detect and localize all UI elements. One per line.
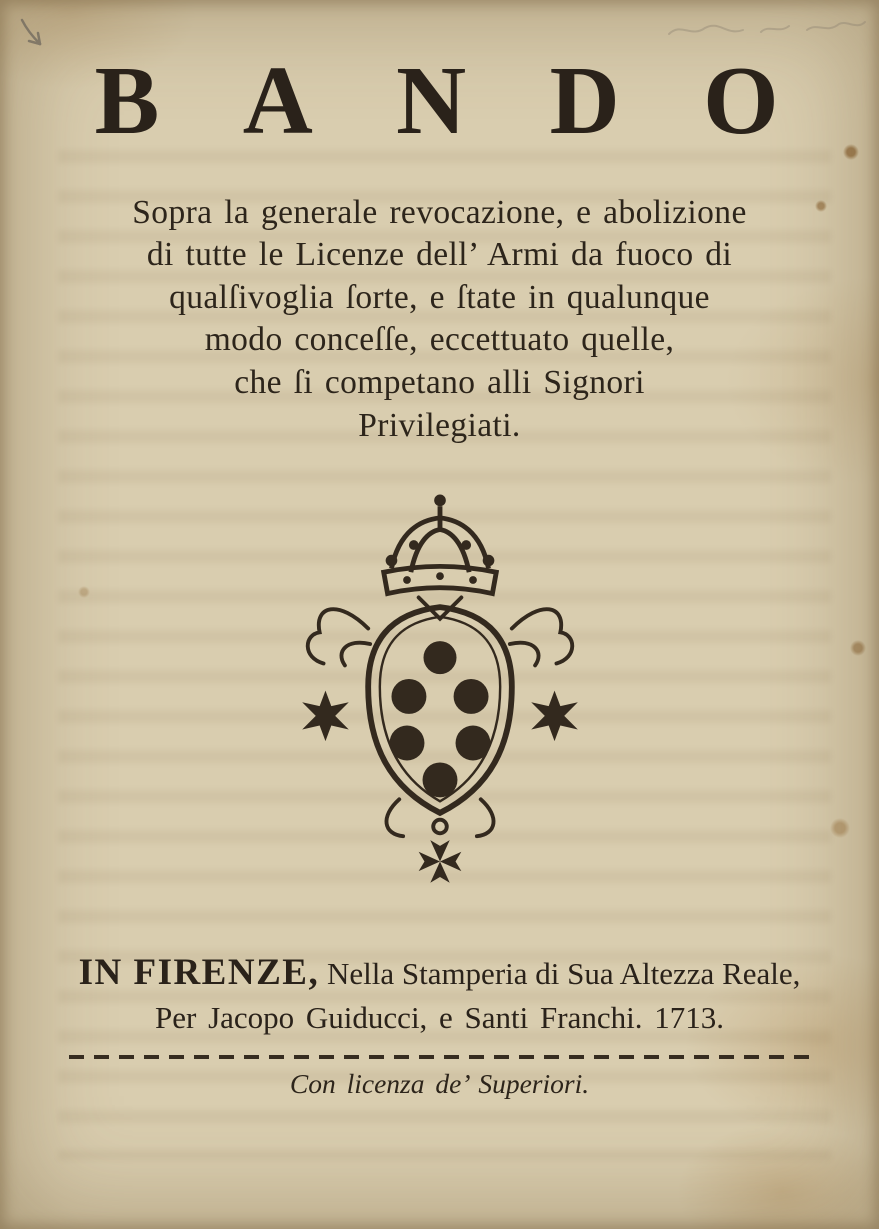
- subtitle-line: che ſi competano alli Signori: [234, 363, 645, 401]
- medici-palle: [389, 641, 490, 797]
- subtitle-line: modo conceſſe, eccettuato quelle,: [204, 321, 675, 359]
- crown-icon: [383, 495, 496, 594]
- imprint-line-2: Per Jacopo Guiducci, e Santi Franchi. 1713.: [155, 999, 724, 1035]
- subtitle-line: Sopra la generale revocazione, e abolizione: [132, 193, 747, 231]
- subtitle-line: di tutte le Licenze dell’ Armi da fuoco di: [146, 236, 733, 274]
- medici-coat-of-arms: [275, 471, 605, 918]
- imprint-city: IN FIRENZE,: [78, 952, 320, 994]
- subtitle-line: qualſivoglia ſorte, e ſtate in qualunque: [169, 278, 710, 316]
- medici-shield-icon: [368, 607, 512, 813]
- subtitle: [0, 192, 879, 447]
- imprint: [0, 949, 879, 1039]
- dashed-rule-divider: [69, 1055, 811, 1059]
- imprint-line-1: [0, 949, 879, 998]
- star-ornament-icon: [302, 691, 578, 741]
- page-title: BANDO: [94, 47, 862, 154]
- maltese-cross-icon: [418, 820, 461, 883]
- license-line: Con licenza de’ Superiori.: [289, 1067, 590, 1099]
- imprint-publisher: Nella Stamperia di Sua Altezza Reale,: [319, 956, 801, 992]
- coat-of-arms-block: [0, 471, 879, 923]
- subtitle-line: Privilegiati.: [358, 406, 521, 444]
